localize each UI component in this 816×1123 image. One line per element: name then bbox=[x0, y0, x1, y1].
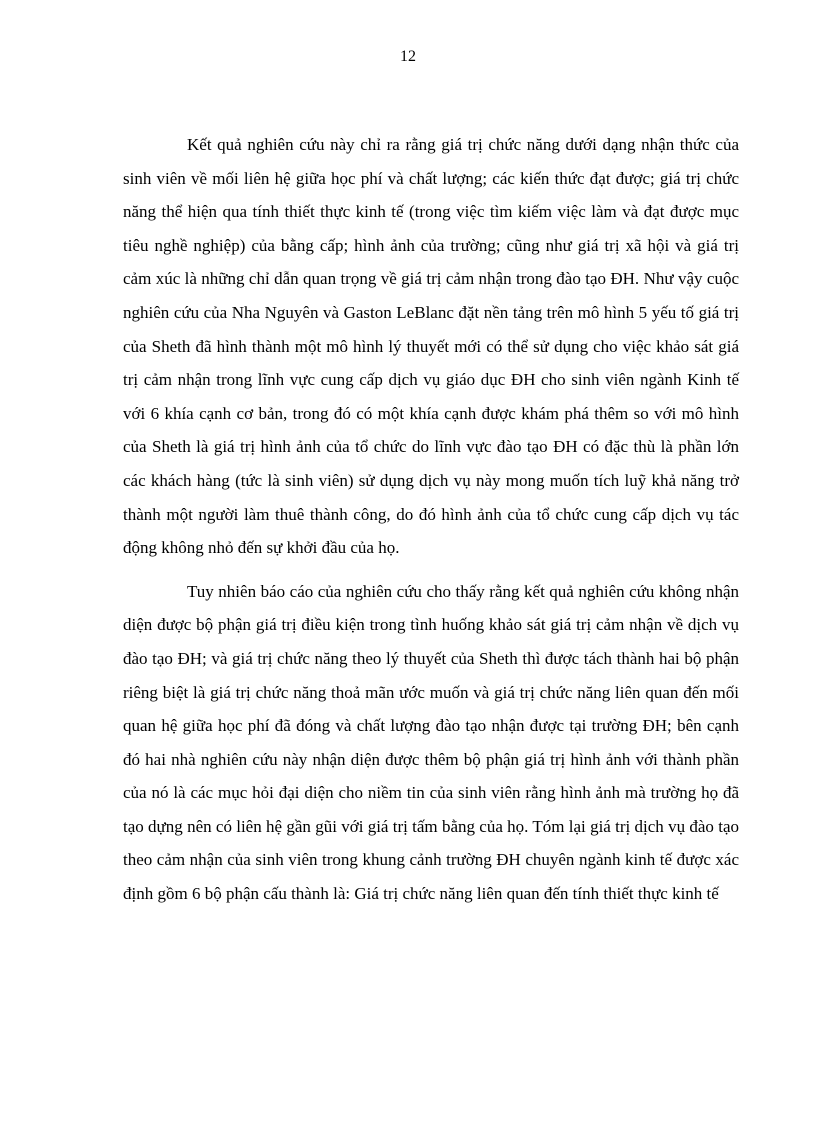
paragraph-2: Tuy nhiên báo cáo của nghiên cứu cho thấy rằng kết quả nghiên cứu không nhận diện được bộ phận giá trị điều kiện trong tình huống khảo sát giá trị cảm nhận về dịch vụ đào tạo ĐH; và giá trị chức năng theo lý thuyết của Sheth thì được tách thành hai bộ phận riêng biệt là giá trị chức năng thoả mãn ước muốn và giá trị chức năng liên quan đến mối quan hệ giữa học phí đã đóng và chất lượng đào tạo nhận được tại trường ĐH; bên cạnh đó hai nhà nghiên cứu này nhận diện được thêm bộ phận giá trị hình ảnh với thành phần của nó là các mục hỏi đại diện cho niềm tin của sinh viên rằng hình ảnh mà trường họ đã tạo dựng nên có liên hệ gần gũi với giá trị tấm bằng của họ. Tóm lại giá trị dịch vụ đào tạo theo cảm nhận của sinh viên trong khung cảnh trường ĐH chuyên ngành kinh tế được xác định gồm 6 bộ phận cấu thành là: Giá trị chức năng liên quan đến tính thiết thực kinh tế bbox=[123, 581, 739, 904]
body-text bbox=[123, 128, 739, 911]
page-number: 12 bbox=[400, 48, 416, 65]
paragraph-1: Kết quả nghiên cứu này chỉ ra rằng giá trị chức năng dưới dạng nhận thức của sinh viên về mối liên hệ giữa học phí và chất lượng; các kiến thức đạt được; giá trị chức năng thể hiện qua tính thiết thực kinh tế (trong việc tìm kiếm việc làm và đạt được mục tiêu nghề nghiệp) của bằng cấp; hình ảnh của trường; cũng như giá trị xã hội và giá trị cảm xúc là những chỉ dẫn quan trọng về giá trị cảm nhận trong đào tạo ĐH. Như vậy cuộc nghiên cứu của Nha Nguyên và Gaston LeBlanc đặt nền tảng trên mô hình 5 yếu tố giá trị của Sheth đã hình thành một mô hình lý thuyết mới có thể sử dụng cho việc khảo sát giá trị cảm nhận trong lĩnh vực cung cấp dịch vụ giáo dục ĐH cho sinh viên ngành Kinh tế với 6 khía cạnh cơ bản, trong đó có một khía cạnh được khám phá thêm so với mô hình của Sheth là giá trị hình ảnh của tổ chức do lĩnh vực đào tạo ĐH có đặc thù là phần lớn các khách hàng (tức là sinh viên) sử dụng dịch vụ này mong muốn tích luỹ khả năng trở thành một người làm thuê thành công, do đó hình ảnh của tổ chức cung cấp dịch vụ tác động không nhỏ đến sự khởi đầu của họ. bbox=[123, 135, 739, 558]
